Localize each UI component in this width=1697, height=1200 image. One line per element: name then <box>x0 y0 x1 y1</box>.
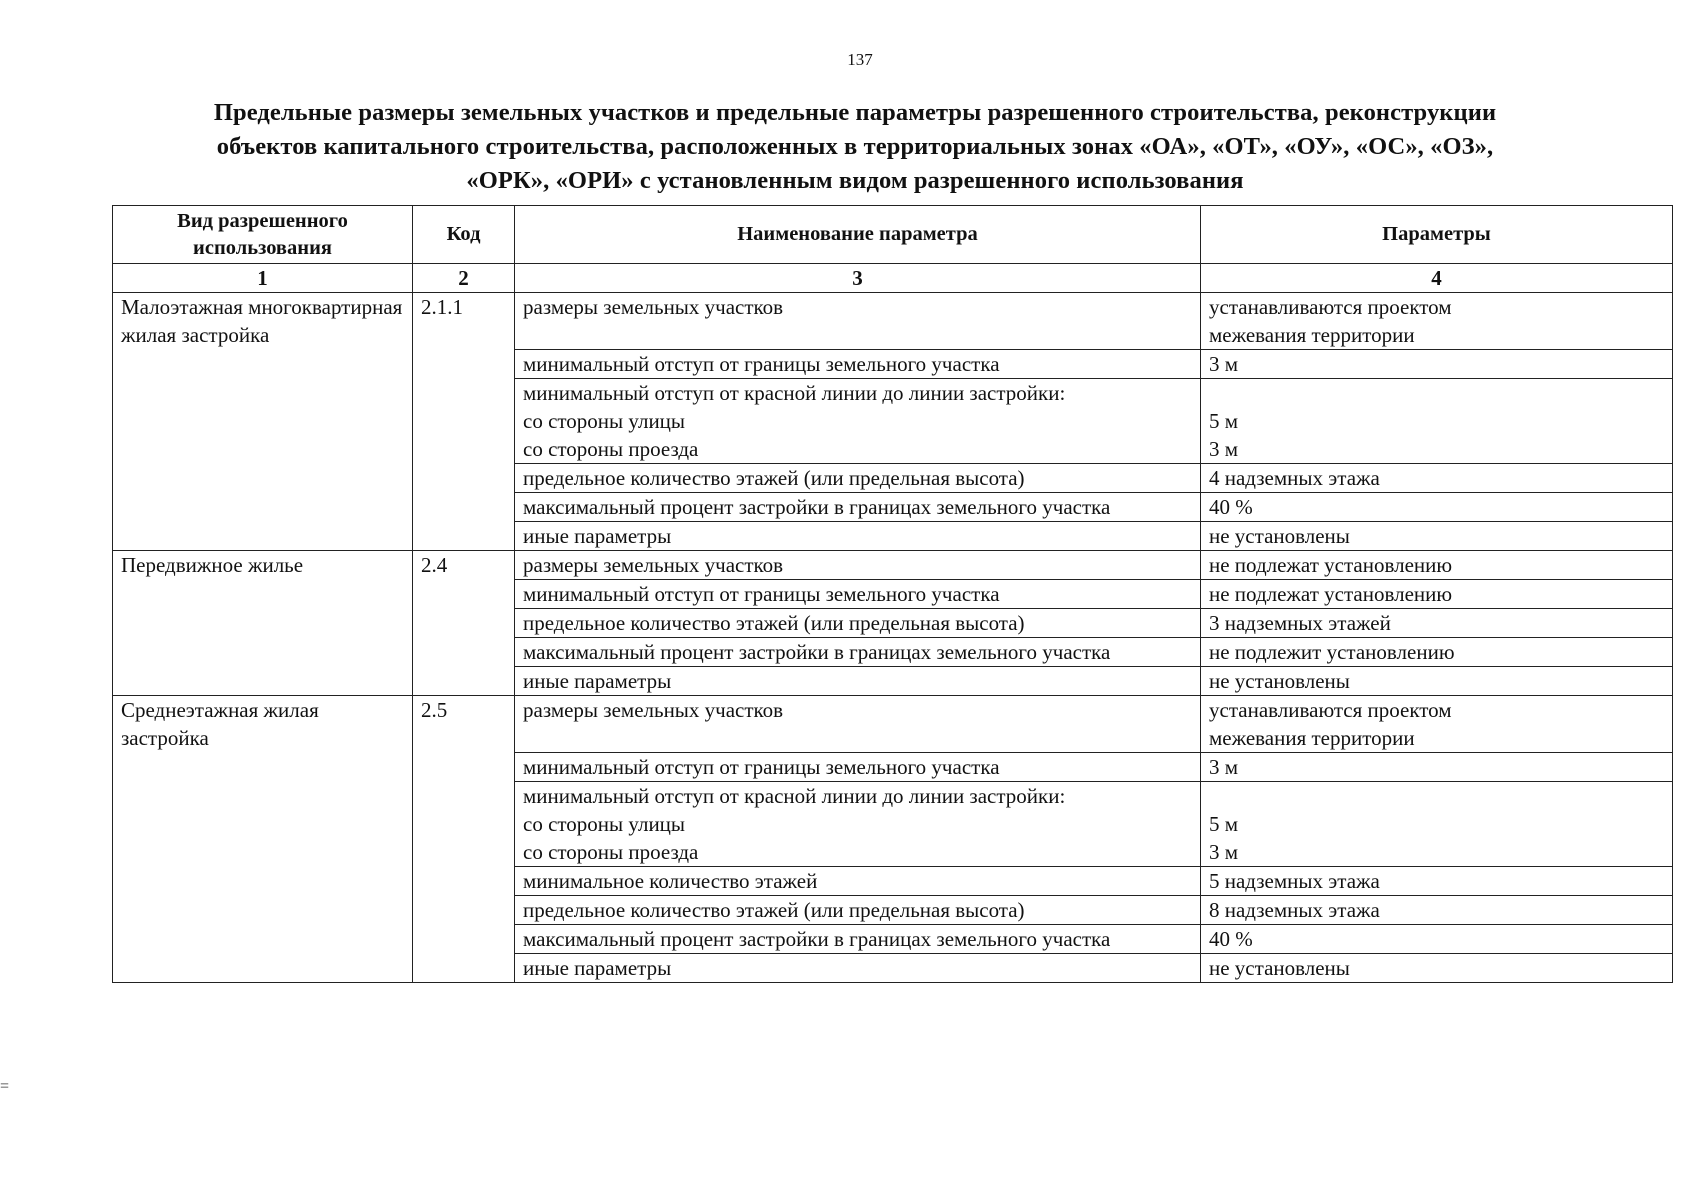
title-line: объектов капитального строительства, расположенных в территориальных зонах «ОА», «ОТ», «ОУ», «ОС», «ОЗ», <box>216 133 1494 160</box>
parameter-name-line: минимальный отступ от границы земельного участка <box>523 352 1000 376</box>
margin-mark: = <box>0 1078 10 1095</box>
parameter-value-line: 3 м <box>1209 437 1239 461</box>
parameter-name-line: минимальный отступ от красной линии до линии застройки: <box>523 381 1066 405</box>
parameter-value-line: не установлены <box>1209 956 1350 980</box>
code-cell: 2.5 <box>413 696 515 983</box>
parameter-value-line: 40 % <box>1209 927 1253 951</box>
parameter-name-cell <box>515 293 1201 350</box>
parameters-table <box>112 205 1673 983</box>
parameter-name-line: минимальный отступ от границы земельного участка <box>523 582 1000 606</box>
parameter-value-cell <box>1201 379 1673 464</box>
page-number: 137 <box>847 50 873 69</box>
parameter-name-line: со стороны улицы <box>523 409 686 433</box>
parameter-value-line: устанавливаются проектом <box>1209 698 1452 722</box>
title-line: Предельные размеры земельных участков и предельные параметры разрешенного строительства, реконструкции <box>213 99 1497 126</box>
table-row <box>113 293 1673 350</box>
use-type-cell: Передвижное жилье <box>113 551 413 696</box>
parameter-name-cell <box>515 696 1201 753</box>
parameter-name-cell <box>515 609 1201 638</box>
parameter-name-line: размеры земельных участков <box>523 295 784 319</box>
parameter-name-cell <box>515 667 1201 696</box>
parameter-value-cell <box>1201 696 1673 753</box>
parameter-value-line: устанавливаются проектом <box>1209 295 1452 319</box>
table-row <box>113 551 1673 580</box>
parameter-value-cell <box>1201 551 1673 580</box>
parameter-name-cell <box>515 522 1201 551</box>
code-cell: 2.1.1 <box>413 293 515 551</box>
parameter-value-line: не подлежит установлению <box>1209 640 1455 664</box>
parameter-value-cell <box>1201 782 1673 867</box>
parameter-value-line: 8 надземных этажа <box>1209 898 1380 922</box>
parameter-value-cell <box>1201 638 1673 667</box>
document-title <box>115 96 1595 198</box>
parameter-value-cell <box>1201 580 1673 609</box>
parameter-value-line: межевания территории <box>1209 726 1415 750</box>
table-row <box>113 696 1673 753</box>
parameter-value-line: 3 м <box>1209 352 1239 376</box>
parameter-name-line: иные параметры <box>523 669 672 693</box>
parameter-name-line: максимальный процент застройки в границах земельного участка <box>523 495 1111 519</box>
parameter-name-line: со стороны проезда <box>523 840 699 864</box>
use-type-cell: Малоэтажная многоквартирная жилая застройка <box>113 293 413 551</box>
parameter-value-cell <box>1201 954 1673 983</box>
header-param: Наименование параметра <box>515 206 1201 264</box>
parameter-name-line: предельное количество этажей (или предельная высота) <box>523 611 1025 635</box>
parameter-value-line: межевания территории <box>1209 323 1415 347</box>
header-use: Вид разрешенного использования <box>113 206 413 264</box>
parameter-name-cell <box>515 493 1201 522</box>
parameter-value-line: не подлежат установлению <box>1209 582 1453 606</box>
parameter-value-line <box>1209 782 1664 810</box>
parameter-name-line: иные параметры <box>523 524 672 548</box>
parameter-value-cell <box>1201 753 1673 782</box>
parameter-value-cell <box>1201 522 1673 551</box>
parameter-name-cell <box>515 753 1201 782</box>
parameter-value-line: не установлены <box>1209 669 1350 693</box>
title-line: «ОРК», «ОРИ» с установленным видом разрешенного использования <box>466 167 1244 194</box>
parameter-name-line: максимальный процент застройки в границах земельного участка <box>523 927 1111 951</box>
parameter-value-line: 3 м <box>1209 755 1239 779</box>
use-type-cell: Среднеэтажная жилая застройка <box>113 696 413 983</box>
column-number: 3 <box>515 264 1201 293</box>
parameter-value-line: 3 надземных этажей <box>1209 611 1391 635</box>
header-value: Параметры <box>1201 206 1673 264</box>
parameter-value-cell <box>1201 925 1673 954</box>
parameter-name-cell <box>515 350 1201 379</box>
parameter-name-line: минимальный отступ от красной линии до линии застройки: <box>523 784 1066 808</box>
parameter-value-cell <box>1201 896 1673 925</box>
parameter-value-cell <box>1201 350 1673 379</box>
parameter-value-cell <box>1201 609 1673 638</box>
parameter-value-cell <box>1201 667 1673 696</box>
parameter-name-line: размеры земельных участков <box>523 553 784 577</box>
parameter-name-line: минимальное количество этажей <box>523 869 818 893</box>
column-number: 1 <box>113 264 413 293</box>
header-code: Код <box>413 206 515 264</box>
parameter-value-cell <box>1201 867 1673 896</box>
parameter-value-line: не подлежат установлению <box>1209 553 1453 577</box>
parameter-value-line: 5 м <box>1209 409 1239 433</box>
parameter-name-cell <box>515 867 1201 896</box>
parameter-name-cell <box>515 925 1201 954</box>
parameter-name-line: предельное количество этажей (или предельная высота) <box>523 898 1025 922</box>
parameter-name-cell <box>515 954 1201 983</box>
parameter-value-line: 5 надземных этажа <box>1209 869 1380 893</box>
parameter-name-cell <box>515 464 1201 493</box>
parameter-value-line: 4 надземных этажа <box>1209 466 1380 490</box>
code-cell: 2.4 <box>413 551 515 696</box>
parameter-name-line: предельное количество этажей (или предельная высота) <box>523 466 1025 490</box>
parameter-name-line: размеры земельных участков <box>523 698 784 722</box>
parameter-name-cell <box>515 580 1201 609</box>
parameter-value-cell <box>1201 293 1673 350</box>
parameter-value-line <box>1209 379 1664 407</box>
parameter-name-cell <box>515 782 1201 867</box>
column-number: 2 <box>413 264 515 293</box>
parameter-name-line: со стороны проезда <box>523 437 699 461</box>
parameter-name-line: минимальный отступ от границы земельного участка <box>523 755 1000 779</box>
parameter-name-cell <box>515 379 1201 464</box>
parameter-name-line: со стороны улицы <box>523 812 686 836</box>
parameter-name-cell <box>515 896 1201 925</box>
parameter-value-cell <box>1201 464 1673 493</box>
parameter-value-line: 5 м <box>1209 812 1239 836</box>
column-number: 4 <box>1201 264 1673 293</box>
parameter-name-line: максимальный процент застройки в границах земельного участка <box>523 640 1111 664</box>
parameter-value-cell <box>1201 493 1673 522</box>
parameter-value-line: 40 % <box>1209 495 1253 519</box>
parameter-name-cell <box>515 551 1201 580</box>
parameter-name-cell <box>515 638 1201 667</box>
parameter-name-line: иные параметры <box>523 956 672 980</box>
parameter-value-line: 3 м <box>1209 840 1239 864</box>
parameter-value-line: не установлены <box>1209 524 1350 548</box>
table-body <box>113 293 1673 983</box>
